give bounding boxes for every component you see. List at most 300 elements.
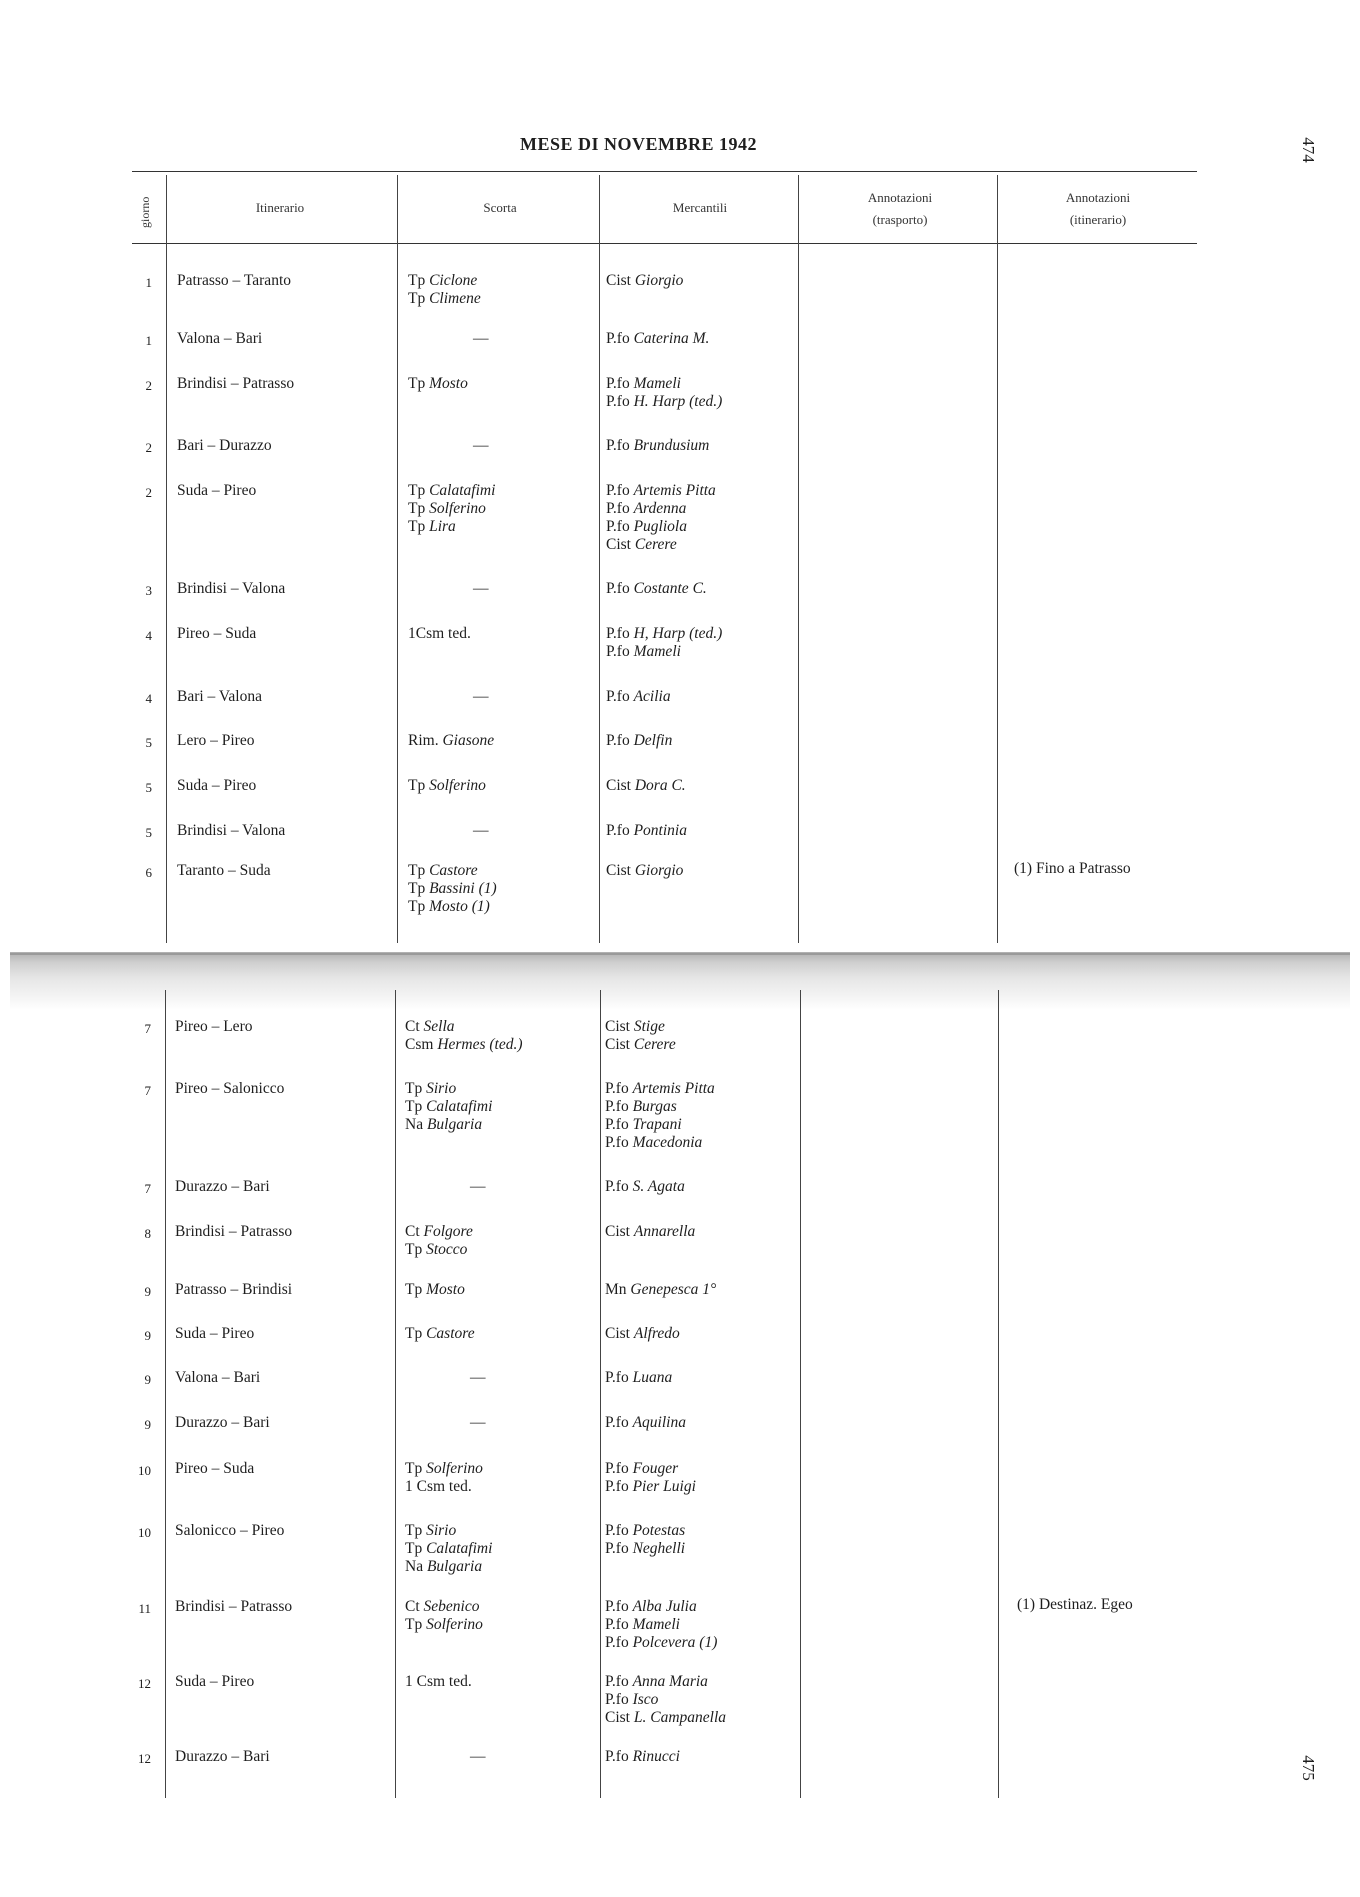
day-number: 4 <box>145 628 152 643</box>
col-divider <box>599 175 600 943</box>
merchant-line-type: P.fo <box>605 1748 629 1765</box>
col-divider <box>998 990 999 1798</box>
route-cell: Brindisi – Patrasso <box>175 1223 293 1240</box>
merchant-line-type: P.fo <box>606 518 630 535</box>
merchant-line-type: P.fo <box>606 393 630 410</box>
escort-line <box>405 1478 472 1496</box>
merchant-line <box>605 1748 680 1766</box>
merchant-line-vessel: Ardenna <box>633 500 687 517</box>
route-cell: Bari – Valona <box>177 688 262 705</box>
header-ann-itinerario-line1: Annotazioni <box>1065 190 1131 205</box>
day-number: 2 <box>145 485 152 500</box>
merchant-line-type: P.fo <box>605 1478 629 1495</box>
merchant-line-type: Cist <box>605 1223 630 1240</box>
escort-line-type: 1 Csm ted. <box>405 1478 472 1495</box>
merchant-line-type: P.fo <box>605 1414 629 1431</box>
merchant-line-type: Cist <box>606 272 631 289</box>
escort-line <box>405 1098 492 1116</box>
escort-line-type: Tp <box>408 375 426 392</box>
route-cell: Suda – Pireo <box>177 777 257 794</box>
merchant-line-vessel: Artemis Pitta <box>633 482 716 499</box>
merchant-line-type: P.fo <box>606 625 630 642</box>
route-cell: Patrasso – Brindisi <box>175 1281 293 1298</box>
merchant-line <box>606 625 722 643</box>
escort-line-vessel: Calatafimi <box>426 1098 493 1115</box>
merchant-line-type: Cist <box>605 1018 630 1035</box>
merchant-line <box>606 732 672 750</box>
day-number: 4 <box>145 691 152 706</box>
escort-line <box>408 375 468 393</box>
merchant-line <box>606 862 683 880</box>
col-divider <box>166 175 167 943</box>
escort-line-type: — <box>473 688 489 705</box>
merchant-line-vessel: Anna Maria <box>632 1673 708 1690</box>
merchant-line-type: P.fo <box>606 500 630 517</box>
escort-line-type: — <box>473 330 489 347</box>
col-divider <box>800 990 801 1798</box>
merchant-line-type: P.fo <box>605 1616 629 1633</box>
escort-line-type: 1 Csm ted. <box>405 1673 472 1690</box>
merchant-line <box>605 1598 697 1616</box>
merchant-line <box>605 1540 685 1558</box>
escort-line-vessel: Castore <box>429 862 478 879</box>
merchant-line-vessel: H, Harp (ted.) <box>633 625 723 642</box>
merchant-line-type: P.fo <box>605 1098 629 1115</box>
merchant-line-vessel: Alfredo <box>633 1325 680 1342</box>
merchant-line-vessel: Cerere <box>633 1036 676 1053</box>
merchant-line-vessel: Cerere <box>634 536 677 553</box>
merchant-line-type: Cist <box>606 862 631 879</box>
escort-line-type: Na <box>405 1116 424 1133</box>
day-number: 3 <box>145 583 152 598</box>
merchant-line-type: P.fo <box>606 375 630 392</box>
day-number: 12 <box>138 1751 151 1766</box>
escort-line-type: 1Csm ted. <box>408 625 471 642</box>
escort-line-vessel: Lira <box>429 518 456 535</box>
day-number: 5 <box>145 780 152 795</box>
merchant-line <box>606 777 686 795</box>
merchant-line <box>605 1223 695 1241</box>
escort-line <box>408 898 490 916</box>
escort-line <box>408 518 456 536</box>
merchant-line-vessel: Artemis Pitta <box>632 1080 715 1097</box>
escort-line-vessel: Calatafimi <box>426 1540 493 1557</box>
merchant-line-vessel: Mameli <box>632 1616 680 1633</box>
header-bottom-rule <box>132 243 1197 244</box>
route-cell: Lero – Pireo <box>177 732 255 749</box>
route-cell: Patrasso – Taranto <box>177 272 291 289</box>
route-cell: Pireo – Suda <box>175 1460 255 1477</box>
merchant-line-type: Cist <box>605 1709 630 1726</box>
escort-line-type: — <box>470 1369 486 1386</box>
escort-line <box>408 290 481 308</box>
escort-line-vessel: Mosto <box>426 1281 465 1298</box>
day-number: 11 <box>138 1601 151 1616</box>
header-mercantili: Mercantili <box>672 200 728 215</box>
merchant-line-vessel: Burgas <box>632 1098 677 1115</box>
route-cell: Brindisi – Patrasso <box>177 375 295 392</box>
merchant-line <box>606 375 681 393</box>
merchant-line-type: P.fo <box>605 1134 629 1151</box>
merchant-line-type: Cist <box>606 777 631 794</box>
annotation-note: (1) Fino a Patrasso <box>1014 860 1131 877</box>
route-cell: Pireo – Suda <box>177 625 257 642</box>
header-giorno: giorno <box>138 196 152 228</box>
escort-line <box>405 1036 523 1054</box>
header-itinerario: Itinerario <box>255 200 305 215</box>
merchant-line-vessel: Dora C. <box>634 777 686 794</box>
merchant-line-vessel: Pier Luigi <box>632 1478 696 1495</box>
day-number: 9 <box>144 1284 151 1299</box>
merchant-line <box>605 1414 686 1432</box>
escort-line-type: Tp <box>408 500 426 517</box>
escort-line-type: Tp <box>405 1241 423 1258</box>
day-number: 6 <box>145 865 152 880</box>
merchant-line <box>605 1634 717 1652</box>
merchant-line <box>606 518 687 536</box>
route-cell: Brindisi – Patrasso <box>175 1598 293 1615</box>
merchant-line <box>606 393 722 411</box>
escort-line-type: Tp <box>408 898 426 915</box>
escort-line-vessel: Hermes (ted.) <box>437 1036 523 1053</box>
merchant-line <box>605 1036 676 1054</box>
merchant-line-vessel: Fouger <box>632 1460 679 1477</box>
merchant-line-type: Cist <box>605 1325 630 1342</box>
route-cell: Durazzo – Bari <box>175 1748 270 1765</box>
merchant-line-type: P.fo <box>605 1634 629 1651</box>
merchant-line <box>606 688 671 706</box>
route-cell: Taranto – Suda <box>177 862 271 879</box>
escort-line-vessel: Bulgaria <box>426 1116 483 1133</box>
page-title: MESE DI NOVEMBRE 1942 <box>520 134 758 154</box>
merchant-line-vessel: Brundusium <box>633 437 710 454</box>
escort-line <box>408 732 494 750</box>
escort-line-type: — <box>473 822 489 839</box>
col-divider <box>165 990 166 1798</box>
page-number-bottom: 475 <box>1298 1755 1318 1781</box>
escort-line-vessel: Bulgaria <box>426 1558 483 1575</box>
merchant-line <box>606 272 683 290</box>
escort-line-type: Na <box>405 1558 424 1575</box>
route-cell: Valona – Bari <box>175 1369 261 1386</box>
merchant-line <box>605 1691 658 1709</box>
merchant-line-vessel: Luana <box>632 1369 673 1386</box>
merchant-line-vessel: Trapani <box>632 1116 682 1133</box>
merchant-line-vessel: Annarella <box>633 1223 696 1240</box>
route-cell: Valona – Bari <box>177 330 263 347</box>
merchant-line <box>605 1616 680 1634</box>
escort-line-type: Tp <box>405 1325 423 1342</box>
escort-line <box>405 1281 465 1299</box>
merchant-line <box>606 643 681 661</box>
escort-line-vessel: Bassini (1) <box>429 880 497 897</box>
escort-line-type: — <box>473 580 489 597</box>
day-number: 10 <box>138 1463 151 1478</box>
merchant-line-vessel: Neghelli <box>632 1540 686 1557</box>
escort-line <box>405 1540 492 1558</box>
escort-line-vessel: Castore <box>426 1325 475 1342</box>
day-number: 8 <box>144 1226 151 1241</box>
escort-line-type: Tp <box>405 1281 423 1298</box>
merchant-line <box>605 1281 716 1299</box>
escort-line <box>405 1223 473 1241</box>
route-cell: Brindisi – Valona <box>177 580 286 597</box>
merchant-line-type: P.fo <box>606 732 630 749</box>
merchant-line <box>605 1478 696 1496</box>
escort-line-vessel: Calatafimi <box>429 482 496 499</box>
escort-line <box>405 1325 475 1343</box>
escort-line-type: Tp <box>405 1098 423 1115</box>
merchant-line-vessel: Giorgio <box>634 862 684 879</box>
escort-line-type: Tp <box>408 272 426 289</box>
escort-line <box>408 777 486 795</box>
escort-line-type: Tp <box>405 1460 423 1477</box>
escort-line-type: — <box>470 1414 486 1431</box>
header-scorta: Scorta <box>483 200 517 215</box>
escort-line-type: Tp <box>408 482 426 499</box>
header-ann-trasporto <box>820 187 980 231</box>
merchant-line-vessel: Pontinia <box>633 822 687 839</box>
annotation-note: (1) Destinaz. Egeo <box>1017 1596 1133 1613</box>
escort-line-type: Tp <box>405 1616 423 1633</box>
col-divider <box>798 175 799 943</box>
merchant-line <box>605 1134 702 1152</box>
escort-line-type: Tp <box>408 290 426 307</box>
merchant-line-vessel: Giorgio <box>634 272 684 289</box>
escort-line <box>408 500 486 518</box>
merchant-line <box>606 500 686 518</box>
escort-line <box>408 625 471 643</box>
escort-line-type: — <box>470 1748 486 1765</box>
escort-line-type: Ct <box>405 1018 420 1035</box>
merchant-line <box>606 437 709 455</box>
escort-line <box>470 1369 486 1387</box>
merchant-line-vessel: Alba Julia <box>632 1598 697 1615</box>
merchant-line-vessel: Caterina M. <box>633 330 710 347</box>
route-cell: Suda – Pireo <box>175 1325 255 1342</box>
route-cell: Pireo – Lero <box>175 1018 253 1035</box>
merchant-line-type: P.fo <box>605 1598 629 1615</box>
escort-line-type: Tp <box>408 862 426 879</box>
escort-line-type: Csm <box>405 1036 434 1053</box>
escort-line-vessel: Mosto <box>429 375 468 392</box>
escort-line <box>470 1178 486 1196</box>
merchant-line <box>605 1325 680 1343</box>
escort-line <box>405 1018 455 1036</box>
escort-line <box>473 330 489 348</box>
merchant-line-type: P.fo <box>606 580 630 597</box>
header-top-rule <box>132 171 1197 172</box>
merchant-line <box>605 1709 726 1727</box>
merchant-line-type: Cist <box>606 536 631 553</box>
escort-line <box>473 580 489 598</box>
merchant-line-type: P.fo <box>606 688 630 705</box>
col-divider <box>395 990 396 1798</box>
escort-line-vessel: Stocco <box>426 1241 468 1258</box>
escort-line-type: Tp <box>408 777 426 794</box>
merchant-line-vessel: Stige <box>633 1018 665 1035</box>
header-ann-itinerario-line2: (itinerario) <box>1069 212 1127 227</box>
merchant-line-vessel: Mameli <box>633 643 681 660</box>
merchant-line-type: P.fo <box>605 1540 629 1557</box>
escort-line <box>405 1116 482 1134</box>
day-number: 7 <box>144 1083 151 1098</box>
merchant-line-vessel: Delfin <box>633 732 673 749</box>
escort-line <box>473 822 489 840</box>
escort-line-vessel: Solferino <box>426 1460 483 1477</box>
escort-line-type: Tp <box>408 518 426 535</box>
merchant-line-vessel: Potestas <box>632 1522 686 1539</box>
escort-line-type: Tp <box>408 880 426 897</box>
merchant-line-vessel: S. Agata <box>632 1178 685 1195</box>
escort-line <box>470 1414 486 1432</box>
header-ann-trasporto-line1: Annotazioni <box>867 190 933 205</box>
merchant-line-type: P.fo <box>605 1178 629 1195</box>
day-number: 5 <box>145 825 152 840</box>
merchant-line-vessel: Macedonia <box>632 1134 703 1151</box>
header-ann-itinerario <box>1018 187 1178 231</box>
day-number: 7 <box>144 1021 151 1036</box>
escort-line-vessel: Ciclone <box>429 272 478 289</box>
merchant-line <box>605 1018 665 1036</box>
merchant-line-type: P.fo <box>606 643 630 660</box>
merchant-line-type: P.fo <box>605 1369 629 1386</box>
merchant-line <box>606 580 707 598</box>
route-cell: Bari – Durazzo <box>177 437 272 454</box>
merchant-line-vessel: H. Harp (ted.) <box>633 393 723 410</box>
merchant-line <box>606 482 716 500</box>
merchant-line-type: P.fo <box>606 482 630 499</box>
day-number: 7 <box>144 1181 151 1196</box>
merchant-line-type: P.fo <box>605 1691 629 1708</box>
route-cell: Brindisi – Valona <box>177 822 286 839</box>
merchant-line <box>606 536 677 554</box>
escort-line <box>405 1241 467 1259</box>
col-divider <box>600 990 601 1798</box>
day-number: 2 <box>145 440 152 455</box>
day-number: 12 <box>138 1676 151 1691</box>
col-divider <box>997 175 998 943</box>
route-cell: Suda – Pireo <box>177 482 257 499</box>
escort-line-type: Ct <box>405 1598 420 1615</box>
escort-line <box>405 1598 479 1616</box>
merchant-line-vessel: Aquilina <box>632 1414 686 1431</box>
day-number: 9 <box>144 1328 151 1343</box>
page-number-top: 474 <box>1298 137 1318 163</box>
merchant-line <box>605 1080 715 1098</box>
merchant-line-vessel: Pugliola <box>633 518 687 535</box>
escort-line <box>408 862 478 880</box>
escort-line <box>408 880 497 898</box>
escort-line-type: — <box>473 437 489 454</box>
merchant-line <box>605 1178 685 1196</box>
merchant-line-type: P.fo <box>605 1522 629 1539</box>
route-cell: Pireo – Salonicco <box>175 1080 285 1097</box>
escort-line-vessel: Solferino <box>429 777 486 794</box>
day-number: 10 <box>138 1525 151 1540</box>
escort-line-vessel: Mosto (1) <box>429 898 490 915</box>
day-number: 5 <box>145 735 152 750</box>
escort-line-vessel: Sirio <box>426 1522 457 1539</box>
merchant-line-vessel: Costante C. <box>633 580 707 597</box>
merchant-line-type: P.fo <box>605 1080 629 1097</box>
merchant-line-vessel: Isco <box>632 1691 659 1708</box>
escort-line <box>405 1522 456 1540</box>
merchant-line-vessel: L. Campanella <box>633 1709 727 1726</box>
escort-line <box>470 1748 486 1766</box>
route-cell: Durazzo – Bari <box>175 1414 270 1431</box>
scan-fold-line <box>10 953 1350 955</box>
escort-line-vessel: Solferino <box>429 500 486 517</box>
merchant-line-vessel: Acilia <box>633 688 671 705</box>
escort-line-vessel: Sirio <box>426 1080 457 1097</box>
merchant-line-type: P.fo <box>605 1673 629 1690</box>
merchant-line <box>605 1116 682 1134</box>
day-number: 1 <box>145 275 152 290</box>
route-cell: Durazzo – Bari <box>175 1178 270 1195</box>
merchant-line <box>605 1673 708 1691</box>
merchant-line-type: P.fo <box>606 822 630 839</box>
merchant-line <box>605 1098 677 1116</box>
route-cell: Suda – Pireo <box>175 1673 255 1690</box>
escort-line-vessel: Folgore <box>423 1223 473 1240</box>
escort-line-type: Tp <box>405 1522 423 1539</box>
merchant-line-type: Cist <box>605 1036 630 1053</box>
escort-line <box>473 688 489 706</box>
escort-line-vessel: Sella <box>423 1018 455 1035</box>
escort-line-type: Tp <box>405 1080 423 1097</box>
merchant-line <box>606 330 709 348</box>
merchant-line-vessel: Rinucci <box>632 1748 680 1765</box>
escort-line-type: Ct <box>405 1223 420 1240</box>
merchant-line <box>605 1522 685 1540</box>
merchant-line-type: P.fo <box>606 437 630 454</box>
day-number: 9 <box>144 1372 151 1387</box>
col-divider <box>397 175 398 943</box>
escort-line <box>473 437 489 455</box>
escort-line <box>405 1460 483 1478</box>
merchant-line <box>605 1460 678 1478</box>
merchant-line-type: P.fo <box>605 1460 629 1477</box>
merchant-line-vessel: Genepesca 1° <box>630 1281 717 1298</box>
escort-line-type: Rim. <box>408 732 439 749</box>
merchant-line <box>606 822 687 840</box>
day-number: 1 <box>145 333 152 348</box>
escort-line-vessel: Sebenico <box>423 1598 480 1615</box>
merchant-line-vessel: Polcevera (1) <box>632 1634 718 1651</box>
escort-line-vessel: Solferino <box>426 1616 483 1633</box>
route-cell: Salonicco – Pireo <box>175 1522 285 1539</box>
escort-line <box>405 1558 482 1576</box>
escort-line <box>408 482 495 500</box>
scan-fold-band <box>10 952 1350 1010</box>
escort-line <box>405 1080 456 1098</box>
merchant-line-type: Mn <box>605 1281 627 1298</box>
day-number: 2 <box>145 378 152 393</box>
escort-line <box>405 1673 472 1691</box>
escort-line-vessel: Climene <box>429 290 481 307</box>
escort-line <box>408 272 477 290</box>
escort-line-type: Tp <box>405 1540 423 1557</box>
header-ann-trasporto-line2: (trasporto) <box>872 212 928 227</box>
merchant-line <box>605 1369 672 1387</box>
escort-line-type: — <box>470 1178 486 1195</box>
merchant-line-type: P.fo <box>605 1116 629 1133</box>
merchant-line-vessel: Mameli <box>633 375 681 392</box>
escort-line-vessel: Giasone <box>442 732 495 749</box>
day-number: 9 <box>144 1417 151 1432</box>
escort-line <box>405 1616 483 1634</box>
